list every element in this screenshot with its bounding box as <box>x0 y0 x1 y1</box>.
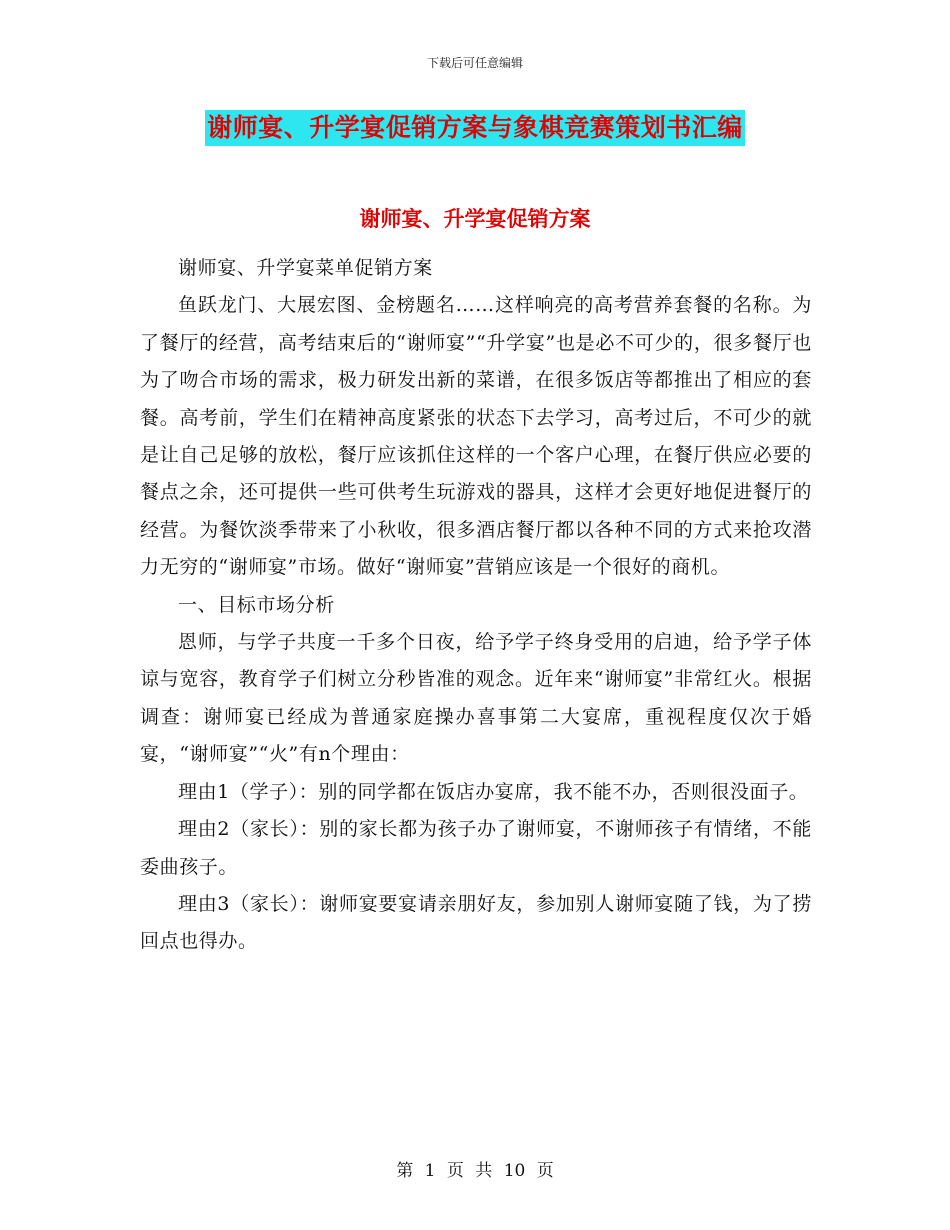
paragraph-intro: 鱼跃龙门、大展宏图、金榜题名……这样响亮的高考营养套餐的名称。为了餐厅的经营，高考结束后的“谢师宴”“升学宴”也是必不可少的，很多餐厅也为了吻合市场的需求，极力研发出新的菜谱，在很多饭店等都推出了相应的套餐。高考前，学生们在精神高度紧张的状态下去学习，高考过后，不可少的就是让自己足够的放松，餐厅应该抓住这样的一个客户心理，在餐厅供应必要的餐点之余，还可提供一些可供考生玩游戏的器具，这样才会更好地促进餐厅的经营。为餐饮淡季带来了小秋收，很多酒店餐厅都以各种不同的方式来抢攻潜力无穷的“谢师宴”市场。做好“谢师宴”营销应该是一个很好的商机。 <box>140 294 812 579</box>
paragraph-reason-3: 理由3（家长）：谢师宴要宴请亲朋好友，参加别人谢师宴随了钱，为了捞回点也得办。 <box>140 892 812 953</box>
page-footer: 第 1 页 共 10 页 <box>396 1161 554 1181</box>
body-text <box>140 250 812 961</box>
paragraph-subtitle: 谢师宴、升学宴菜单促销方案 <box>178 257 433 279</box>
main-title: 谢师宴、升学宴促销方案与象棋竞赛策划书汇编 <box>205 110 745 146</box>
header-note: 下载后可任意编辑 <box>426 56 523 70</box>
paragraph-heading-market: 一、目标市场分析 <box>178 593 335 616</box>
paragraph-market-analysis: 恩师，与学子共度一千多个日夜，给予学子终身受用的启迪，给予学子体谅与宽容，教育学子们树立分秒皆准的观念。近年来“谢师宴”非常红火。根据调查：谢师宴已经成为普通家庭操办喜事第二大宴席，重视程度仅次于婚宴，“谢师宴”“火”有n个理由： <box>140 631 812 766</box>
section-title: 谢师宴、升学宴促销方案 <box>359 206 591 231</box>
paragraph-reason-1: 理由1（学子）：别的同学都在饭店办宴席，我不能不办，否则很没面子。 <box>178 780 809 803</box>
paragraph-reason-2: 理由2（家长）：别的家长都为孩子办了谢师宴，不谢师孩子有情绪，不能委曲孩子。 <box>140 818 812 878</box>
main-title-wrap <box>0 110 950 146</box>
